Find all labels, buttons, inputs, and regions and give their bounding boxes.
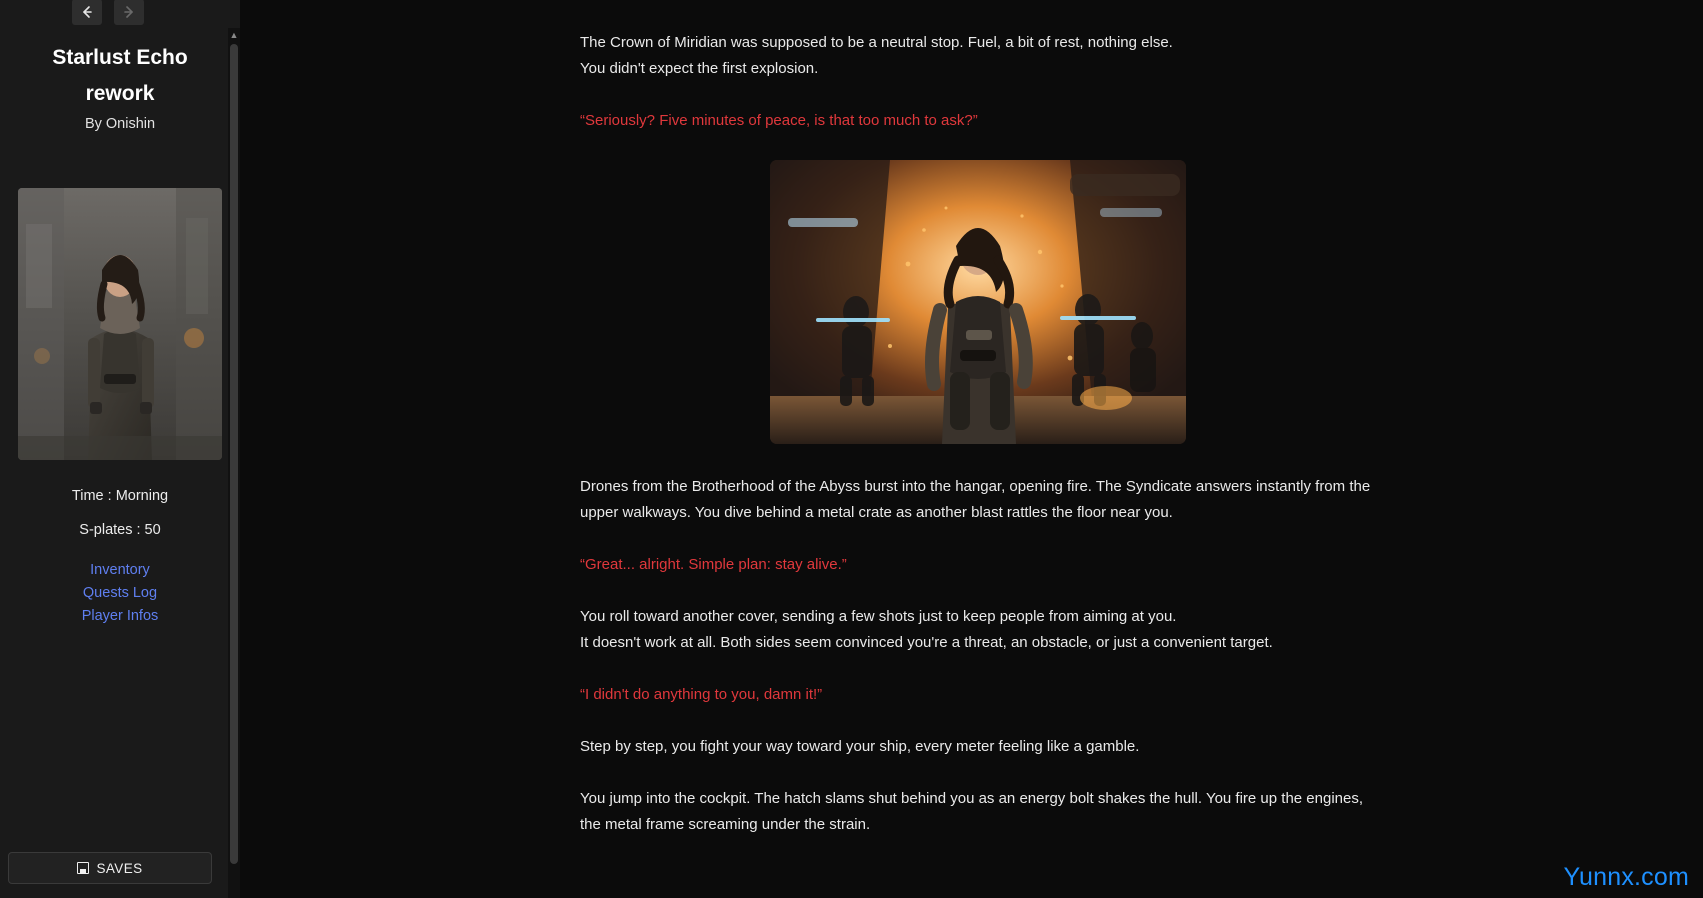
story-paragraph — [580, 734, 1380, 760]
story-line: Drones from the Brotherhood of the Abyss burst into the hangar, opening fire. The Syndicate answers instantly from the upper walkways. You dive behind a metal crate as another blast rattles the floor near you. — [580, 478, 1371, 521]
arrow-left-icon — [80, 5, 94, 19]
story-dialog — [580, 108, 1380, 134]
sidebar-item-player-infos[interactable]: Player Infos — [81, 608, 159, 624]
story-line: It doesn't work at all. Both sides seem convinced you're a threat, an obstacle, or just a convenient target. — [580, 634, 1273, 651]
story-line: “I didn't do anything to you, damn it!” — [580, 686, 823, 703]
forward-button[interactable] — [114, 0, 144, 25]
stat-s-plates: S-plates : 50 — [79, 522, 161, 538]
sidebar-nav-row — [0, 0, 240, 26]
story-line: “Seriously? Five minutes of peace, is that too much to ask?” — [580, 112, 978, 129]
sidebar-scrollbar[interactable] — [228, 28, 240, 898]
scrollbar-thumb[interactable] — [230, 44, 238, 864]
save-icon — [77, 862, 89, 874]
story-paragraph — [580, 30, 1380, 82]
scroll-up-arrow-icon[interactable]: ▲ — [229, 30, 239, 40]
story-line: The Crown of Miridian was supposed to be a neutral stop. Fuel, a bit of rest, nothing else. — [580, 34, 1173, 51]
story-line: You didn't expect the first explosion. — [580, 60, 819, 77]
watermark: Yunnx.com — [1563, 863, 1689, 891]
story-line: You jump into the cockpit. The hatch slams shut behind you as an energy bolt shakes the hull. You fire up the engines, the metal frame screaming under the strain. — [580, 790, 1364, 833]
story-paragraph — [580, 604, 1380, 656]
story-author: By Onishin — [84, 116, 156, 132]
saves-button-label: SAVES — [96, 860, 143, 876]
story-paragraph — [580, 786, 1380, 838]
page-title: Starlust Echo rework — [52, 46, 188, 105]
story-dialog — [580, 552, 1380, 578]
stat-time: Time : Morning — [71, 488, 169, 504]
portrait-illustration — [18, 188, 222, 460]
saves-button[interactable] — [8, 852, 212, 884]
story-dialog — [580, 682, 1380, 708]
sidebar-item-inventory[interactable]: Inventory — [90, 562, 150, 578]
back-button[interactable] — [72, 0, 102, 25]
story-paragraph — [580, 474, 1380, 526]
sidebar-item-quests-log[interactable]: Quests Log — [82, 585, 158, 601]
sidebar-links — [82, 562, 159, 624]
sidebar — [0, 0, 240, 898]
character-portrait — [18, 188, 222, 460]
story-line: Step by step, you fight your way toward your ship, every meter feeling like a gamble. — [580, 738, 1140, 755]
scene-illustration-image — [770, 160, 1186, 444]
story-line: You roll toward another cover, sending a few shots just to keep people from aiming at you. — [580, 608, 1177, 625]
story-content — [240, 0, 1703, 838]
story-line: “Great... alright. Simple plan: stay alive.” — [580, 556, 847, 573]
scene-illustration — [770, 160, 1186, 444]
story-panel — [240, 0, 1703, 898]
arrow-right-icon — [122, 5, 136, 19]
